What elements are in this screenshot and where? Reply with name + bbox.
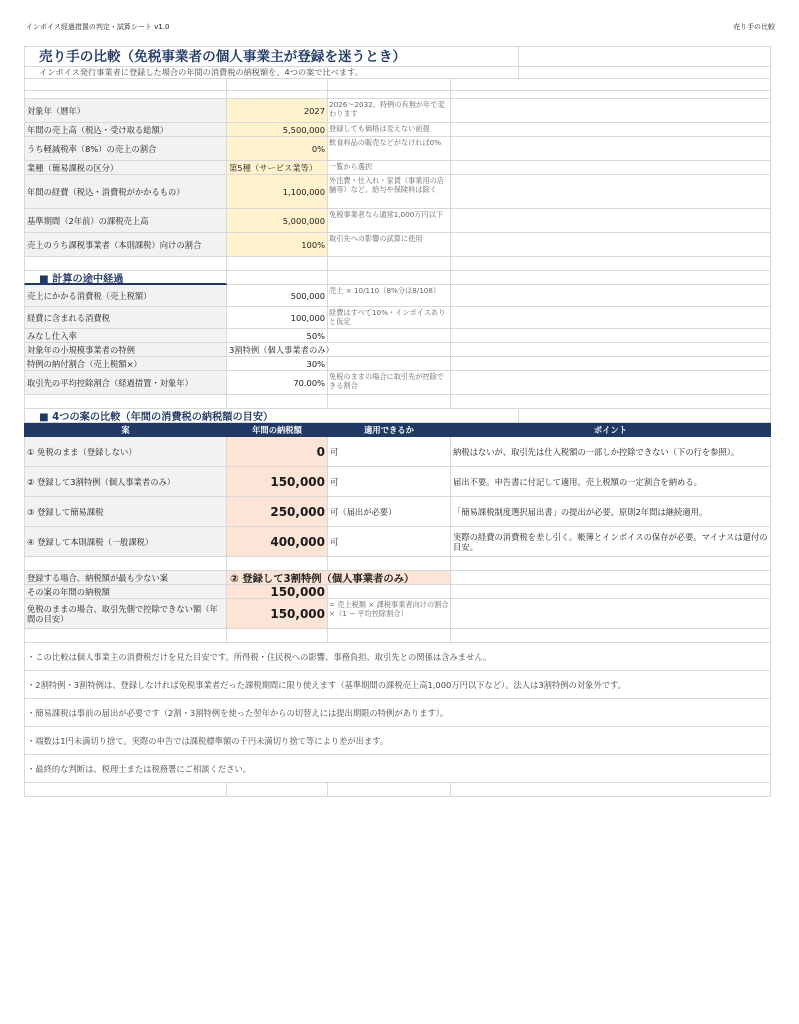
calc-row (24, 307, 771, 329)
plan-point: 納税はないが、取引先は仕入税額の一部しか控除できない（下の行を参照）。 (451, 437, 771, 467)
calc-note: 免税のままの場合に取引先が控除できる割合 (328, 371, 451, 395)
calc-section-title: ■ 計算の途中経過 (24, 271, 227, 285)
plan-name: ④ 登録して本則課税（一般課税） (24, 527, 227, 557)
input-note: 2026〜2032。特例の有無が年で変わります (328, 99, 451, 123)
result-row (24, 599, 771, 629)
input-row (24, 99, 771, 123)
plan-tax: 400,000 (227, 527, 328, 557)
input-row (24, 175, 771, 209)
input-value[interactable]: 2027 (227, 99, 328, 123)
input-label: うち軽減税率（8%）の売上の割合 (24, 137, 227, 161)
plan-row (24, 497, 771, 527)
input-label: 年間の経費（税込・消費税がかかるもの） (24, 175, 227, 209)
input-note: 一覧から選択 (328, 161, 451, 175)
input-row (24, 233, 771, 257)
calc-label: 対象年の小規模事業者の特例 (24, 343, 227, 357)
input-note: 取引先への影響の試算に使用 (328, 233, 451, 257)
best-plan-label: 登録する場合、納税額が最も少ない案 (24, 571, 227, 585)
calc-value: 70.00% (227, 371, 328, 395)
input-value[interactable]: 5,500,000 (227, 123, 328, 137)
input-value[interactable]: 5,000,000 (227, 209, 328, 233)
plan-applicable: 可 (328, 467, 451, 497)
page-header-right: 売り手の比較 (733, 23, 775, 31)
nondeductible-value: 150,000 (227, 599, 328, 629)
input-label: 売上のうち課税事業者（本則課税）向けの割合 (24, 233, 227, 257)
calc-value: 3割特例（個人事業者のみ） (227, 343, 451, 357)
input-label: 年間の売上高（税込・受け取る総額） (24, 123, 227, 137)
input-label: 基準期間（2年前）の課税売上高 (24, 209, 227, 233)
header-plan: 案 (24, 423, 227, 437)
result-row (24, 585, 771, 599)
best-plan-value: ② 登録して3割特例（個人事業者のみ） (227, 571, 451, 585)
footnote: ・端数は1円未満切り捨て。実際の申告では課税標準額の千円未満切り捨て等により差が出ます。 (24, 727, 771, 755)
input-note: 外注費・仕入れ・家賃（事業用の店舗等）など。給与や保険料は除く (328, 175, 451, 209)
calc-row (24, 329, 771, 343)
header-tax: 年間の納税額 (227, 423, 328, 437)
header-applicable: 適用できるか (328, 423, 451, 437)
calc-value: 500,000 (227, 285, 328, 307)
calc-note: 経費はすべて10%・インボイスありと仮定 (328, 307, 451, 329)
calc-label: 取引先の平均控除割合（経過措置・対象年） (24, 371, 227, 395)
input-label: 対象年（暦年） (24, 99, 227, 123)
plan-name: ③ 登録して簡易課税 (24, 497, 227, 527)
input-value[interactable]: 100% (227, 233, 328, 257)
input-row (24, 123, 771, 137)
plan-point: 「簡易課税制度選択届出書」の提出が必要。原則2年間は継続適用。 (451, 497, 771, 527)
calc-row (24, 285, 771, 307)
plan-row (24, 467, 771, 497)
compare-table-header (24, 423, 771, 437)
input-note: 登録しても価格は変えない前提 (328, 123, 451, 137)
plan-row (24, 437, 771, 467)
plan-applicable: 可（届出が必要） (328, 497, 451, 527)
plan-point: 実際の経費の消費税を差し引く。帳簿とインボイスの保存が必要。マイナスは還付の目安。 (451, 527, 771, 557)
calc-label: 経費に含まれる消費税 (24, 307, 227, 329)
footnote: ・この比較は個人事業主の消費税だけを見た目安です。所得税・住民税への影響、事務負担、取引先との関係は含みません。 (24, 643, 771, 671)
input-note: 免税事業者なら通常1,000万円以下 (328, 209, 451, 233)
input-row (24, 209, 771, 233)
sheet-title: 売り手の比較（免税事業者の個人事業主が登録を迷うとき） (24, 47, 519, 67)
input-row (24, 137, 771, 161)
nondeductible-note: = 売上税額 × 課税事業者向けの割合 ×（1 − 平均控除割合） (328, 599, 451, 629)
plan-name: ① 免税のまま（登録しない） (24, 437, 227, 467)
calc-label: みなし仕入率 (24, 329, 227, 343)
input-row (24, 161, 771, 175)
plan-applicable: 可 (328, 527, 451, 557)
footnote: ・最終的な判断は、税理士または税務署にご相談ください。 (24, 755, 771, 783)
result-row (24, 571, 771, 585)
calc-note: 売上 × 10/110（8%分は8/108） (328, 285, 451, 307)
plan-point: 届出不要。申告書に付記して適用。売上税額の一定割合を納める。 (451, 467, 771, 497)
spreadsheet (24, 46, 771, 797)
input-label: 業種（簡易課税の区分） (24, 161, 227, 175)
nondeductible-label: 免税のままの場合、取引先側で控除できない額（年間の目安） (24, 599, 227, 629)
compare-section-title: ■ 4つの案の比較（年間の消費税の納税額の目安） (24, 409, 519, 423)
industry-select[interactable]: 第5種（サービス業等） (227, 161, 328, 175)
calc-label: 特例の納付割合（売上税額×） (24, 357, 227, 371)
footnote: ・2割特例・3割特例は、登録しなければ免税事業者だった課税期間に限り使えます（基準期間の課税売上高1,000万円以下など）。法人は3割特例の対象外です。 (24, 671, 771, 699)
input-note: 飲食料品の販売などがなければ0% (328, 137, 451, 161)
calc-value: 30% (227, 357, 328, 371)
input-value[interactable]: 0% (227, 137, 328, 161)
plan-row (24, 527, 771, 557)
plan-applicable: 可 (328, 437, 451, 467)
plan-tax: 0 (227, 437, 328, 467)
best-plan-tax-value: 150,000 (227, 585, 328, 599)
sheet-subtitle: インボイス発行事業者に登録した場合の年間の消費税の納税額を、4つの案で比べます。 (24, 67, 519, 79)
calc-value: 50% (227, 329, 328, 343)
calc-row (24, 343, 771, 357)
header-point: ポイント (451, 423, 771, 437)
calc-row (24, 371, 771, 395)
calc-row (24, 357, 771, 371)
calc-value: 100,000 (227, 307, 328, 329)
plan-tax: 150,000 (227, 467, 328, 497)
input-value[interactable]: 1,100,000 (227, 175, 328, 209)
footnote: ・簡易課税は事前の届出が必要です（2割・3割特例を使った翌年からの切替えには提出期限の特例があります）。 (24, 699, 771, 727)
calc-label: 売上にかかる消費税（売上税額） (24, 285, 227, 307)
best-plan-tax-label: その案の年間の納税額 (24, 585, 227, 599)
plan-tax: 250,000 (227, 497, 328, 527)
page-header-left: インボイス経過措置の判定・試算シート v1.0 (26, 23, 170, 31)
plan-name: ② 登録して3割特例（個人事業者のみ） (24, 467, 227, 497)
